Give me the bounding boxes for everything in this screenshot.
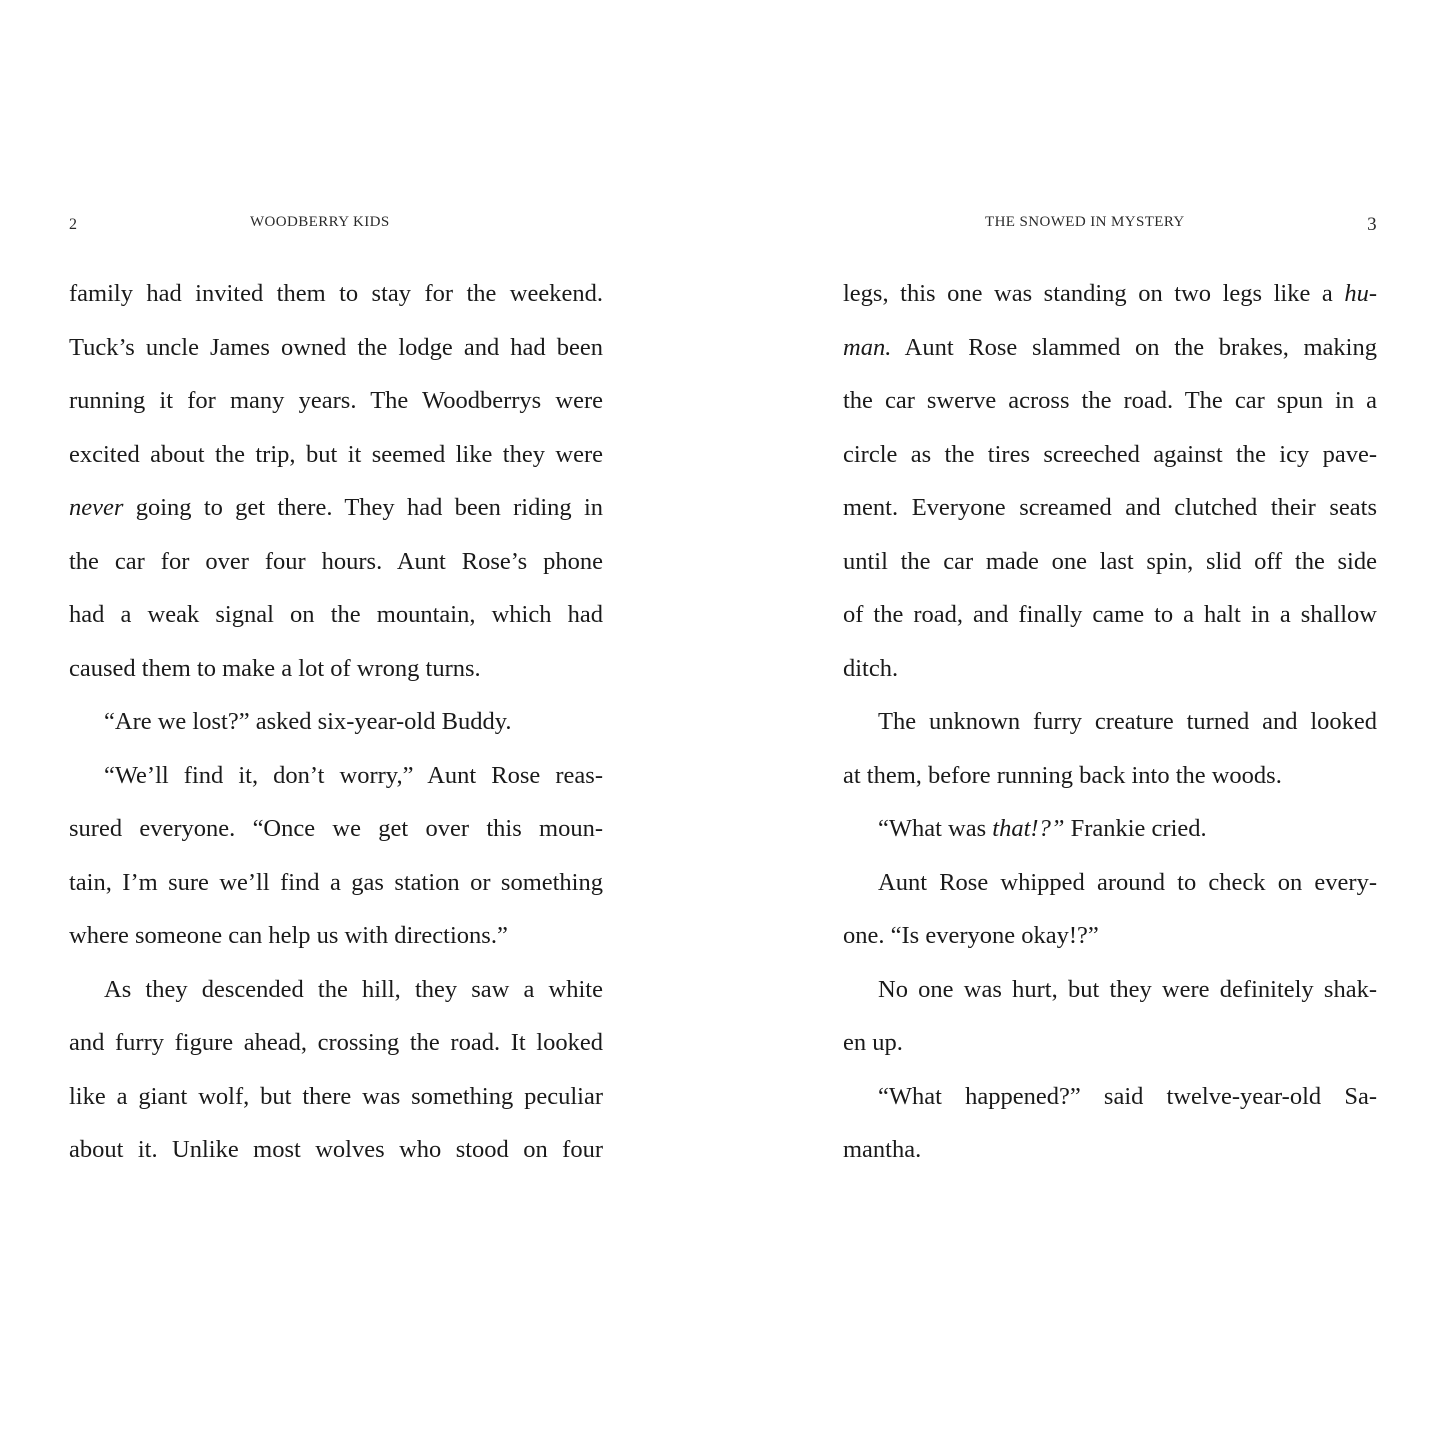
italic-word: hu-: [1344, 280, 1377, 307]
running-title: WOODBERRY KIDS: [250, 214, 390, 230]
italic-word: man.: [843, 333, 892, 361]
text-line: and furry figure ahead, crossing the road. It looked: [69, 1029, 603, 1056]
text-line: Tuck’s uncle James owned the lodge and had been: [69, 333, 603, 361]
page-number: 3: [1367, 214, 1377, 235]
text-line: [69, 481, 603, 535]
left-page-header: [69, 212, 603, 236]
text-line: about it. Unlike most wolves who stood on four: [69, 1136, 603, 1163]
text-line: had a weak signal on the mountain, which had: [69, 601, 603, 628]
text-line: the car swerve across the road. The car spun in a: [843, 387, 1377, 414]
text-fragment: “What was: [878, 815, 993, 842]
text-line: at them, before running back into the woods.: [843, 761, 1282, 789]
text-line: one. “Is everyone okay!?”: [843, 922, 1099, 949]
text-fragment: going to get there. They had been riding in: [135, 494, 604, 521]
text-fragment: Aunt Rose slammed on the brakes, making: [904, 333, 1377, 361]
text-line: caused them to make a lot of wrong turns.: [69, 654, 481, 682]
text-fragment: Frankie cried.: [1064, 815, 1207, 842]
text-line: the car for over four hours. Aunt Rose’s phone: [69, 547, 603, 575]
text-line: “What happened?” said twelve-year-old Sa-: [878, 1082, 1377, 1110]
text-line: ment. Everyone screamed and clutched their seats: [843, 494, 1377, 521]
text-line: Aunt Rose whipped around to check on every-: [878, 868, 1377, 896]
text-line: sured everyone. “Once we get over this moun-: [69, 815, 603, 842]
running-title: THE SNOWED IN MYSTERY: [985, 214, 1185, 230]
page-number: 2: [69, 216, 78, 233]
text-line: ditch.: [843, 654, 899, 682]
text-line: of the road, and finally came to a halt in a shallow: [843, 601, 1377, 628]
left-page-body: [69, 267, 603, 1177]
text-line: circle as the tires screeched against the icy pave-: [843, 440, 1377, 468]
text-line: “Are we lost?” asked six-year-old Buddy.: [104, 708, 512, 735]
text-line: running it for many years. The Woodberrys were: [69, 387, 603, 414]
text-line: until the car made one last spin, slid off the side: [843, 547, 1377, 575]
text-line: No one was hurt, but they were definitely shak-: [878, 975, 1377, 1003]
text-line: en up.: [843, 1029, 903, 1056]
text-line: As they descended the hill, they saw a white: [104, 975, 603, 1003]
text-line: excited about the trip, but it seemed like they were: [69, 440, 603, 468]
right-page-body: [843, 267, 1377, 1177]
text-line: tain, I’m sure we’ll find a gas station or something: [69, 868, 603, 896]
text-line: family had invited them to stay for the weekend.: [69, 280, 603, 307]
text-fragment: legs, this one was standing on two legs like a: [843, 280, 1345, 307]
text-line: [843, 802, 1377, 856]
text-line: The unknown furry creature turned and looked: [878, 708, 1377, 735]
italic-word: never: [69, 494, 124, 521]
text-line: [843, 321, 1377, 375]
text-line: [843, 267, 1377, 321]
text-line: like a giant wolf, but there was something peculiar: [69, 1082, 603, 1110]
right-page-header: [843, 212, 1377, 236]
italic-word: that!?”: [992, 815, 1065, 842]
text-line: mantha.: [843, 1136, 922, 1163]
text-line: where someone can help us with directions.”: [69, 922, 508, 949]
text-line: “We’ll find it, don’t worry,” Aunt Rose reas-: [104, 761, 603, 789]
